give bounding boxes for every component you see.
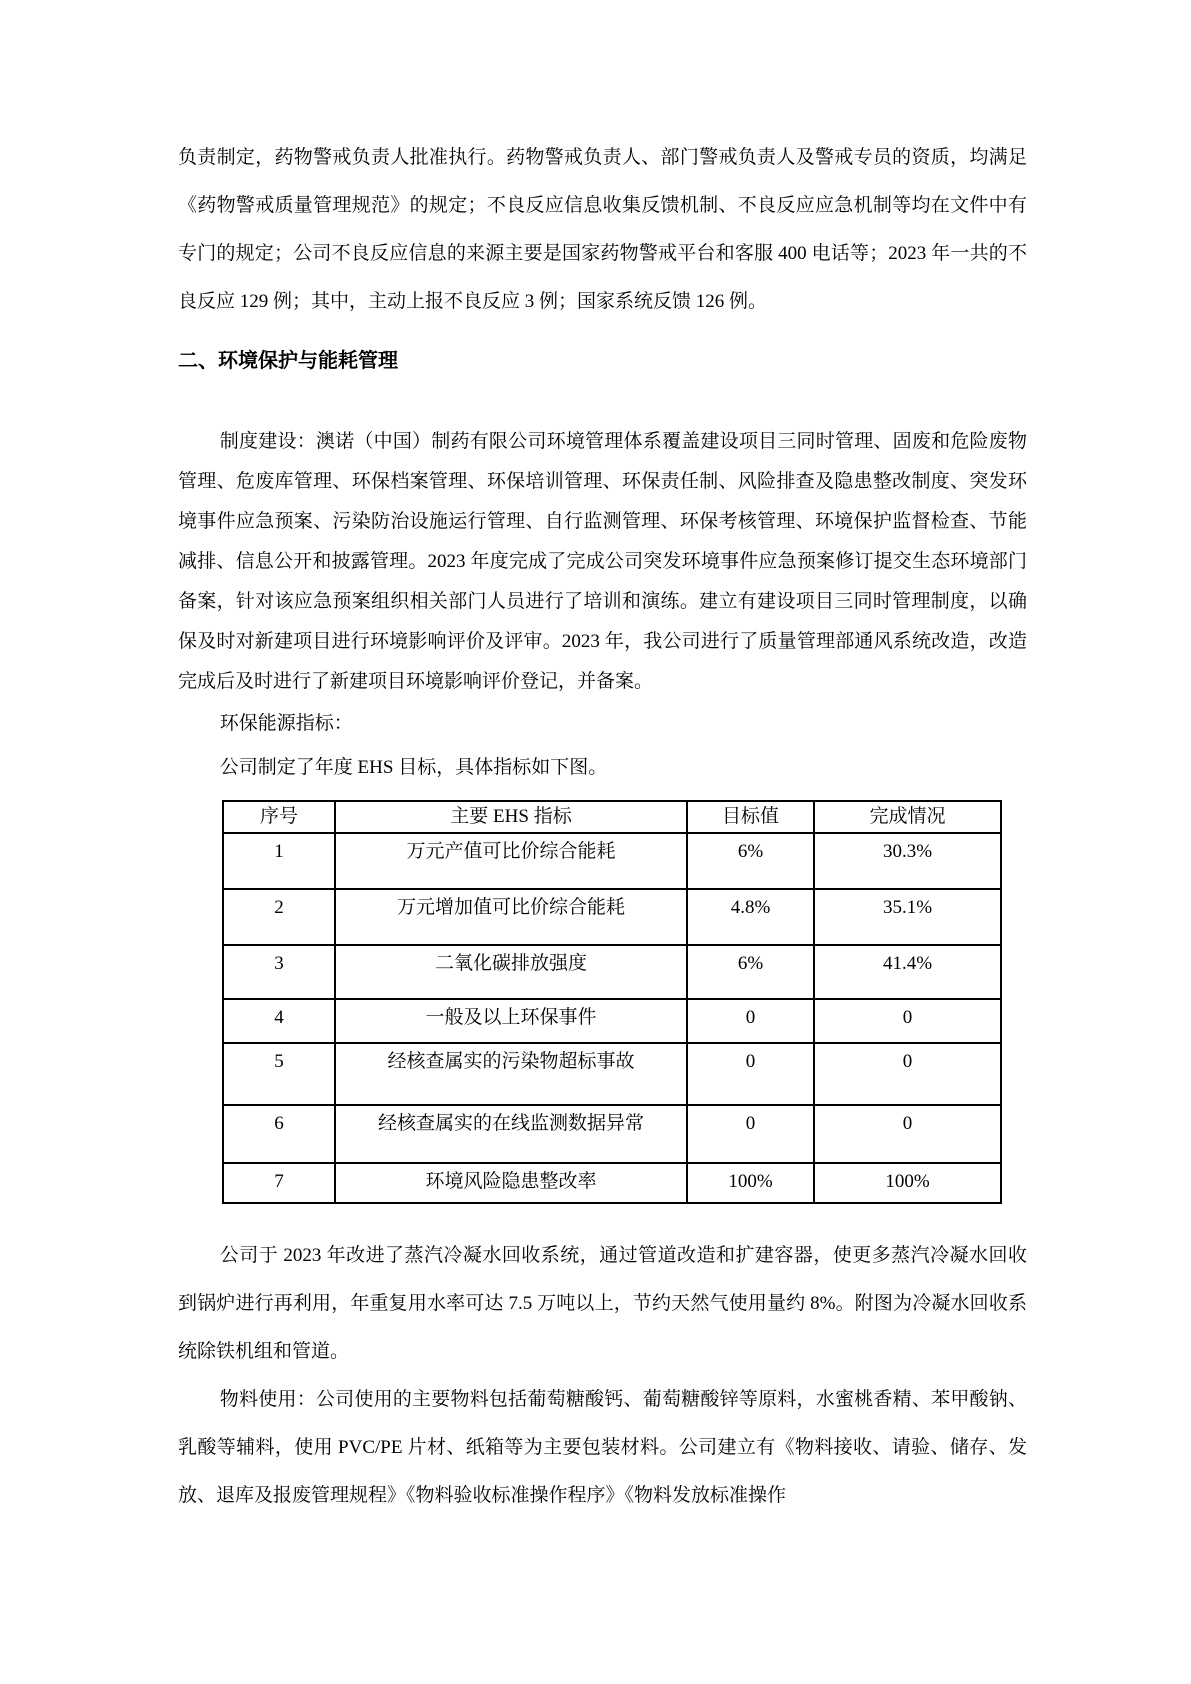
table-row	[223, 999, 1001, 1043]
table-cell: 万元产值可比价综合能耗	[335, 833, 687, 889]
table-header-cell: 主要 EHS 指标	[335, 801, 687, 833]
table-cell: 环境风险隐患整改率	[335, 1163, 687, 1203]
table-cell: 41.4%	[814, 945, 1001, 999]
table-cell: 5	[223, 1043, 335, 1105]
table-row	[223, 833, 1001, 889]
table-header-cell: 完成情况	[814, 801, 1001, 833]
table-cell: 万元增加值可比价综合能耗	[335, 889, 687, 945]
table-row	[223, 889, 1001, 945]
table-cell: 4	[223, 999, 335, 1043]
materials-paragraph: 物料使用：公司使用的主要物料包括葡萄糖酸钙、葡萄糖酸锌等原料，水蜜桃香精、苯甲酸钠、乳酸等辅料，使用 PVC/PE 片材、纸箱等为主要包装材料。公司建立有《物料接收、请验、储存、发放、退库及报废管理规程》《物料验收标准操作程序》《物料发放标准操作	[178, 1389, 1027, 1506]
table-row	[223, 1105, 1001, 1163]
table-cell: 35.1%	[814, 889, 1001, 945]
intro-paragraph: 负责制定，药物警戒负责人批准执行。药物警戒负责人、部门警戒负责人及警戒专员的资质，均满足《药物警戒质量管理规范》的规定；不良反应信息收集反馈机制、不良反应应急机制等均在文件中有专门的规定；公司不良反应信息的来源主要是国家药物警戒平台和客服 400 电话等；2023 年一共的不良反应 129 例；其中，主动上报不良反应 3 例；国家系统反馈 126 例。	[178, 147, 1027, 312]
table-row	[223, 1163, 1001, 1203]
table-cell: 二氧化碳排放强度	[335, 945, 687, 999]
section-heading: 二、环境保护与能耗管理	[178, 350, 398, 372]
table-header-row	[223, 801, 1001, 833]
table-header-cell: 序号	[223, 801, 335, 833]
table-cell: 0	[814, 1043, 1001, 1105]
table-cell: 0	[687, 1043, 814, 1105]
table-cell: 30.3%	[814, 833, 1001, 889]
ehs-label: 环保能源指标：	[219, 713, 353, 734]
table-cell: 6%	[687, 945, 814, 999]
table-row	[223, 945, 1001, 999]
table-cell: 4.8%	[687, 889, 814, 945]
table-cell: 一般及以上环保事件	[335, 999, 687, 1043]
table-cell: 2	[223, 889, 335, 945]
table-row	[223, 1043, 1001, 1105]
table-cell: 0	[814, 999, 1001, 1043]
table-cell: 6	[223, 1105, 335, 1163]
table-cell: 经核查属实的在线监测数据异常	[335, 1105, 687, 1163]
ehs-intro: 公司制定了年度 EHS 目标，具体指标如下图。	[219, 757, 608, 778]
table-cell: 0	[687, 1105, 814, 1163]
ehs-target-table	[222, 800, 1002, 1204]
table-cell: 7	[223, 1163, 335, 1203]
table-cell: 经核查属实的污染物超标事故	[335, 1043, 687, 1105]
table-cell: 6%	[687, 833, 814, 889]
table-cell: 1	[223, 833, 335, 889]
steam-paragraph: 公司于 2023 年改进了蒸汽冷凝水回收系统，通过管道改造和扩建容器，使更多蒸汽冷凝水回收到锅炉进行再利用，年重复用水率可达 7.5 万吨以上，节约天然气使用量约 8%。附图为冷凝水回收系统除铁机组和管道。	[178, 1245, 1027, 1362]
table-cell: 0	[687, 999, 814, 1043]
table-cell: 3	[223, 945, 335, 999]
table-cell: 100%	[687, 1163, 814, 1203]
table-header-cell: 目标值	[687, 801, 814, 833]
table-cell: 100%	[814, 1163, 1001, 1203]
table-cell: 0	[814, 1105, 1001, 1163]
institution-paragraph: 制度建设：澳诺（中国）制药有限公司环境管理体系覆盖建设项目三同时管理、固废和危险废物管理、危废库管理、环保档案管理、环保培训管理、环保责任制、风险排查及隐患整改制度、突发环境事件应急预案、污染防治设施运行管理、自行监测管理、环保考核管理、环境保护监督检查、节能减排、信息公开和披露管理。2023 年度完成了完成公司突发环境事件应急预案修订提交生态环境部门备案，针对该应急预案组织相关部门人员进行了培训和演练。建立有建设项目三同时管理制度，以确保及时对新建项目进行环境影响评价及评审。2023 年，我公司进行了质量管理部通风系统改造，改造完成后及时进行了新建项目环境影响评价登记，并备案。	[178, 431, 1027, 692]
